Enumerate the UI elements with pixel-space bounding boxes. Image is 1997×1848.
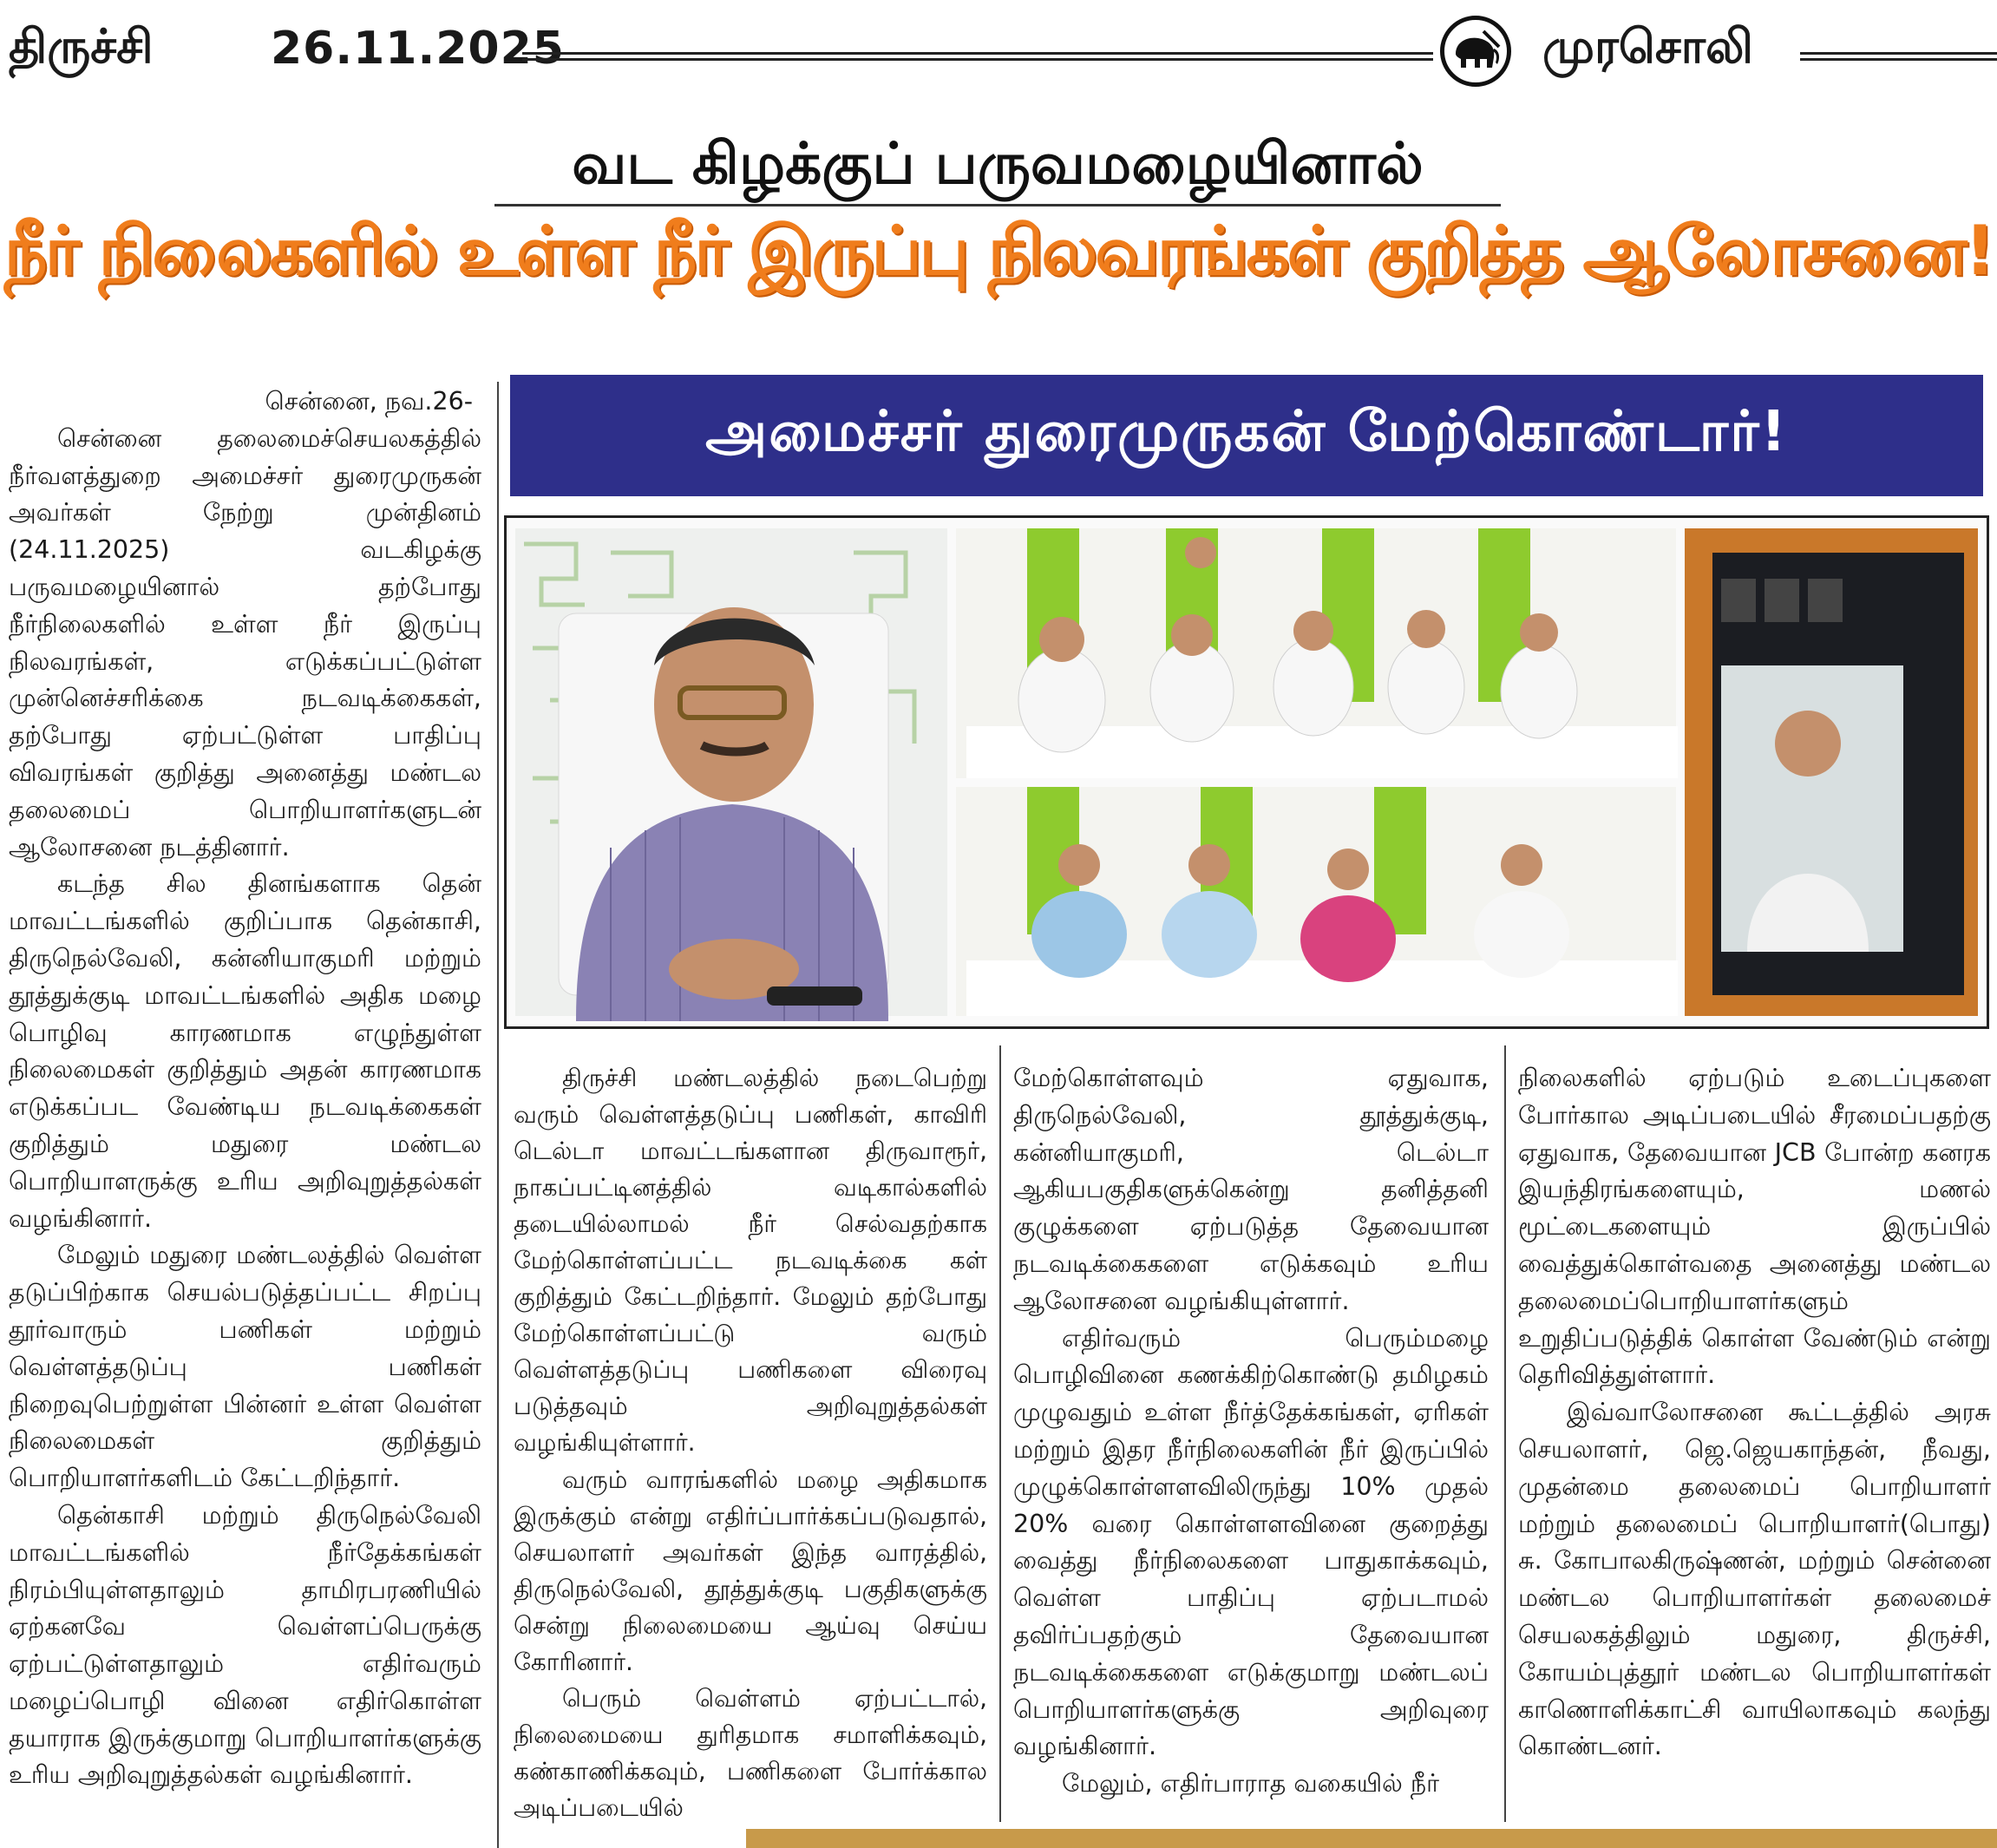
- column-divider: [1504, 1045, 1506, 1822]
- column-divider: [497, 382, 499, 1848]
- paragraph: வரும் வாரங்களில் மழை அதிகமாக இருக்கும் என்று எதிர்ப்பார்க்கப்படுவதால், செயலாளர் அவர்கள் இந்த வாரத்தில், திருநெல்வேலி, தூத்துக்குடி பகுதிகளுக்கு சென்று நிலைமையை ஆய்வு செய்ய கோரினார்.: [514, 1465, 987, 1676]
- article-dateline: சென்னை, நவ.26-: [265, 387, 473, 416]
- column-divider: [999, 1045, 1001, 1822]
- paragraph: மேலும் மதுரை மண்டலத்தில் வெள்ள தடுப்பிற்காக செயல்படுத்தப்பட்ட சிறப்பு தூர்வாரும் பணிகள் மற்றும் வெள்ளத்தடுப்பு பணிகள் நிறைவுபெற்றுள்ள பின்னர் உள்ள வெள்ள நிலைமைகள் குறித்தும் பொறியாளர்களிடம் கேட்டறிந்தார்.: [9, 1241, 481, 1493]
- paragraph: இவ்வாலோசனை கூட்டத்தில் அரசு செயலாளர், ஜெ.ஜெயகாந்தன், நீவது, முதன்மை தலைமைப் பொறியாளர் மற்றும் தலைமைப் பொறியாளர்(பொது) சு. கோபாலகிருஷ்ணன், மற்றும் சென்னை மண்டல பொறியாளர்கள் தலைமைச் செயலகத்திலும் மதுரை, திருச்சி, கோயம்புத்தூர் மண்டல பொறியாளர்கள் காணொளிக்காட்சி வாயிலாகவும் கலந்து கொண்டனர்.: [1518, 1398, 1991, 1761]
- issue-date: 26.11.2025: [271, 23, 565, 75]
- subheadline-text: அமைச்சர் துரைமுருகன் மேற்கொண்டார்!: [705, 400, 1788, 464]
- paragraph: கடந்த சில தினங்களாக தென் மாவட்டங்களில் குறிப்பாக தென்காசி, திருநெல்வேலி, கன்னியாகுமரி மற்றும் தூத்துக்குடி மாவட்டங்களில் அதிக மழை பொழிவு காரணமாக எழுந்துள்ள நிலைமைகள் குறித்தும் அதன் காரணமாக எடுக்கப்பட வேண்டிய நடவடிக்கைகள் குறித்தும் மதுரை மண்டல பொறியாளருக்கு உரிய அறிவுறுத்தல்கள் வழங்கினார்.: [9, 869, 481, 1233]
- newspaper-name: முரசொலி: [1542, 19, 1753, 74]
- elephant-emblem-icon: [1449, 29, 1503, 73]
- kicker-underline: [494, 204, 1501, 206]
- paragraph: மேலும், எதிர்பாராத வகையில் நீர்: [1062, 1769, 1439, 1799]
- meeting-photo: [504, 515, 1989, 1029]
- article-column-2: [514, 1060, 987, 1826]
- masthead-rule-left: [522, 52, 1433, 61]
- paragraph: திருச்சி மண்டலத்தில் நடைபெற்று வரும் வெள்ளத்தடுப்பு பணிகள், காவிரி டெல்டா மாவட்டங்களான திருவாரூர், நாகப்பட்டினத்தில் வடிகால்களில் தடையில்லாமல் நீர் செல்வதற்காக மேற்கொள்ளப்பட்ட நடவடிக்கை கள் குறித்தும் கேட்டறிந்தார். மேலும் தற்போது மேற்கொள்ளப்பட்டு வரும் வெள்ளத்தடுப்பு பணிகளை விரைவு படுத்தவும் அறிவுறுத்தல்கள் வழங்கியுள்ளார்.: [514, 1064, 987, 1458]
- paragraph: நிலைகளில் ஏற்படும் உடைப்புகளை போர்கால அடிப்படையில் சீரமைப்பதற்கு ஏதுவாக, தேவையான JCB போன்ற கனரக இயந்திரங்களையும், மணல் மூட்டைகளையும் இருப்பில் வைத்துக்கொள்வதை அனைத்து மண்டல தலைமைப்பொறியாளர்களும் உறுதிப்படுத்திக் கொள்ள வேண்டும் என்று தெரிவித்துள்ளார்.: [1518, 1064, 1991, 1390]
- meeting-photo-icon: [507, 518, 1987, 1026]
- article-kicker: வட கிழக்குப் பருவமழையினால்: [572, 130, 1424, 197]
- subheadline-banner: [510, 375, 1983, 496]
- article-column-1: [9, 383, 481, 1794]
- page-bottom-bar: [746, 1829, 1997, 1848]
- paragraph: எதிர்வரும் பெரும்மழை பொழிவினை கணக்கிற்கொண்டு தமிழகம் முழுவதும் உள்ள நீர்த்தேக்கங்கள், ஏரிகள் மற்றும் இதர நீர்நிலைகளின் நீர் இருப்பில் முழுக்கொள்ளளவிலிருந்து 10% முதல் 20% வரை கொள்ளளவினை குறைத்து வைத்து நீர்நிலைகளை பாதுகாக்கவும், வெள்ள பாதிப்பு ஏற்படாமல் தவிர்ப்பதற்கும் தேவையான நடவடிக்கைகளை எடுக்குமாறு மண்டலப் பொறியாளர்களுக்கு அறிவுரை வழங்கினார்.: [1013, 1323, 1489, 1761]
- article-headline: நீர் நிலைகளில் உள்ள நீர் இருப்பு நிலவரங்கள் குறித்த ஆலோசனை!: [3, 213, 1994, 291]
- paragraph: மேற்கொள்ளவும் ஏதுவாக, திருநெல்வேலி, தூத்துக்குடி, கன்னியாகுமரி, டெல்டா ஆகியபகுதிகளுக்கென்று தனித்தனி குழுக்களை ஏற்படுத்த தேவையான நடவடிக்கைகளை எடுக்கவும் உரிய ஆலோசனை வழங்கியுள்ளார்.: [1013, 1064, 1489, 1315]
- elephant-emblem-icon: [1440, 16, 1511, 87]
- paragraph: சென்னை தலைமைச்செயலகத்தில் நீர்வளத்துறை அமைச்சர் துரைமுருகன் அவர்கள் நேற்று முன்தினம் (24.11.2025) வடகிழக்கு பருவமழையினால் தற்போது நீர்நிலைகளில் உள்ள நீர் இருப்பு நிலவரங்கள், எடுக்கப்பட்டுள்ள முன்னெச்சரிக்கை நடவடிக்கைகள், தற்போது ஏற்பட்டுள்ள பாதிப்பு விவரங்கள் குறித்து அனைத்து மண்டல தலைமைப் பொறியாளர்களுடன் ஆலோசனை நடத்தினார்.: [9, 423, 481, 862]
- article-column-3: [1013, 1060, 1489, 1803]
- paragraph: தென்காசி மற்றும் திருநெல்வேலி மாவட்டங்களில் நீர்தேக்கங்கள் நிரம்பியுள்ளதாலும் தாமிரபரணியில் ஏற்கனவே வெள்ளப்பெருக்கு ஏற்பட்டுள்ளதாலும் எதிர்வரும் மழைப்பொழி வினை எதிர்கொள்ள தயாராக இருக்குமாறு பொறியாளர்களுக்கு உரிய அறிவுறுத்தல்கள் வழங்கினார்.: [9, 1500, 481, 1790]
- masthead-rule-right: [1800, 52, 1997, 61]
- paragraph: பெரும் வெள்ளம் ஏற்பட்டால், நிலைமையை துரிதமாக சமாளிக்கவும், கண்காணிக்கவும், பணிகளை போர்க்கால அடிப்படையில்: [514, 1683, 987, 1822]
- article-column-4: [1518, 1060, 1991, 1766]
- city-name: திருச்சி: [9, 19, 154, 74]
